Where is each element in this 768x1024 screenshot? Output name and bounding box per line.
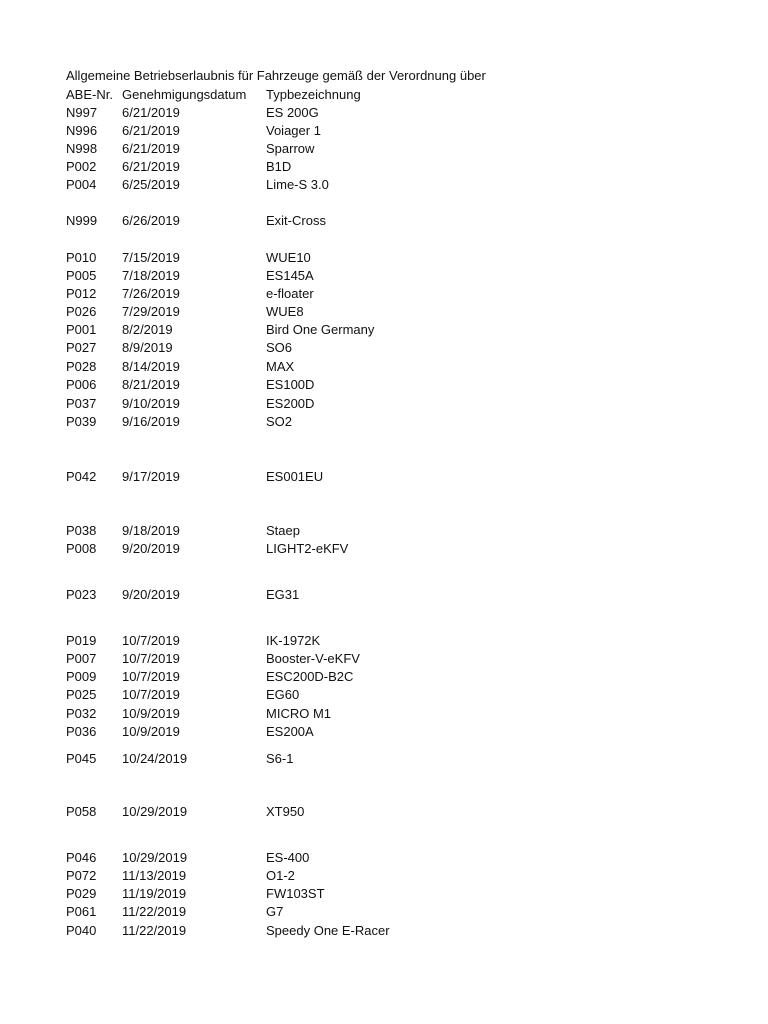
cell-typbezeichnung: S6-1: [266, 751, 294, 766]
cell-genehmigungsdatum: 9/18/2019: [122, 523, 180, 538]
cell-abe-nr: P007: [66, 651, 97, 666]
cell-abe-nr: P009: [66, 669, 97, 684]
cell-genehmigungsdatum: 10/9/2019: [122, 724, 180, 739]
table-row: [0, 321, 768, 339]
cell-typbezeichnung: ES200D: [266, 396, 315, 411]
cell-abe-nr: P029: [66, 886, 97, 901]
table-row: [0, 267, 768, 285]
cell-typbezeichnung: Voiager 1: [266, 123, 321, 138]
cell-abe-nr: P004: [66, 177, 97, 192]
table-row: [0, 212, 768, 230]
cell-abe-nr: P006: [66, 377, 97, 392]
table-row: [0, 522, 768, 540]
cell-abe-nr: N997: [66, 105, 98, 120]
cell-typbezeichnung: MICRO M1: [266, 706, 331, 721]
cell-abe-nr: P028: [66, 359, 97, 374]
table-row: [0, 867, 768, 885]
table-row: [0, 650, 768, 668]
cell-abe-nr: N996: [66, 123, 98, 138]
table-row: [0, 104, 768, 122]
header-abe-nr: ABE-Nr.: [66, 87, 113, 102]
table-row: [0, 922, 768, 940]
cell-genehmigungsdatum: 10/7/2019: [122, 687, 180, 702]
cell-typbezeichnung: G7: [266, 904, 284, 919]
cell-typbezeichnung: IK-1972K: [266, 633, 321, 648]
table-row: [0, 413, 768, 431]
cell-abe-nr: P042: [66, 469, 97, 484]
cell-genehmigungsdatum: 10/7/2019: [122, 651, 180, 666]
cell-abe-nr: P040: [66, 923, 97, 938]
cell-abe-nr: P027: [66, 340, 97, 355]
cell-abe-nr: P001: [66, 322, 97, 337]
table-row: [0, 849, 768, 867]
cell-genehmigungsdatum: 11/22/2019: [122, 923, 187, 938]
table-row: [0, 158, 768, 176]
table-row: [0, 468, 768, 486]
header-genehmigungsdatum: Genehmigungsdatum: [122, 87, 247, 102]
cell-abe-nr: N998: [66, 141, 98, 156]
table-row: [0, 723, 768, 741]
cell-typbezeichnung: ES200A: [266, 724, 314, 739]
table-row: [0, 303, 768, 321]
cell-abe-nr: P005: [66, 268, 97, 283]
cell-genehmigungsdatum: 10/29/2019: [122, 804, 188, 819]
cell-genehmigungsdatum: 6/21/2019: [122, 123, 180, 138]
cell-abe-nr: P025: [66, 687, 97, 702]
cell-typbezeichnung: WUE8: [266, 304, 304, 319]
cell-genehmigungsdatum: 7/26/2019: [122, 286, 180, 301]
cell-typbezeichnung: ES100D: [266, 377, 315, 392]
cell-typbezeichnung: O1-2: [266, 868, 295, 883]
cell-abe-nr: P010: [66, 250, 97, 265]
cell-typbezeichnung: EG31: [266, 587, 300, 602]
cell-abe-nr: P046: [66, 850, 97, 865]
cell-typbezeichnung: ES 200G: [266, 105, 319, 120]
table-row: [0, 632, 768, 650]
cell-genehmigungsdatum: 8/21/2019: [122, 377, 180, 392]
cell-abe-nr: P012: [66, 286, 97, 301]
cell-abe-nr: P023: [66, 587, 97, 602]
table-row: [0, 903, 768, 921]
table-row: [0, 540, 768, 558]
cell-abe-nr: P072: [66, 868, 97, 883]
table-row: [0, 285, 768, 303]
cell-genehmigungsdatum: 9/20/2019: [122, 587, 180, 602]
table-row: [0, 376, 768, 394]
header-typbezeichnung: Typbezeichnung: [266, 87, 361, 102]
table-row: [0, 140, 768, 158]
cell-abe-nr: P008: [66, 541, 97, 556]
cell-typbezeichnung: SO2: [266, 414, 293, 429]
cell-typbezeichnung: Exit-Cross: [266, 213, 326, 228]
cell-abe-nr: P019: [66, 633, 97, 648]
cell-typbezeichnung: Speedy One E-Racer: [266, 923, 390, 938]
page-title: Allgemeine Betriebserlaubnis für Fahrzeuge gemäß der Verordnung über: [66, 68, 486, 83]
cell-typbezeichnung: Sparrow: [266, 141, 315, 156]
cell-genehmigungsdatum: 6/25/2019: [122, 177, 180, 192]
cell-genehmigungsdatum: 6/21/2019: [122, 141, 180, 156]
cell-typbezeichnung: WUE10: [266, 250, 311, 265]
cell-genehmigungsdatum: 6/21/2019: [122, 159, 180, 174]
table-row: [0, 586, 768, 604]
cell-typbezeichnung: ES001EU: [266, 469, 324, 484]
cell-genehmigungsdatum: 9/10/2019: [122, 396, 180, 411]
cell-typbezeichnung: FW103ST: [266, 886, 325, 901]
cell-typbezeichnung: LIGHT2-eKFV: [266, 541, 349, 556]
cell-genehmigungsdatum: 10/7/2019: [122, 633, 180, 648]
cell-genehmigungsdatum: 6/21/2019: [122, 105, 180, 120]
table-row: [0, 176, 768, 194]
table-header: [0, 86, 768, 104]
cell-typbezeichnung: Lime-S 3.0: [266, 177, 329, 192]
table-row: [0, 122, 768, 140]
cell-typbezeichnung: e-floater: [266, 286, 314, 301]
cell-genehmigungsdatum: 8/9/2019: [122, 340, 173, 355]
cell-genehmigungsdatum: 9/16/2019: [122, 414, 180, 429]
cell-abe-nr: P061: [66, 904, 97, 919]
table-row: [0, 339, 768, 357]
cell-typbezeichnung: Bird One Germany: [266, 322, 375, 337]
cell-genehmigungsdatum: 11/19/2019: [122, 886, 187, 901]
cell-abe-nr: P002: [66, 159, 97, 174]
cell-genehmigungsdatum: 11/13/2019: [122, 868, 187, 883]
table-row: [0, 705, 768, 723]
cell-typbezeichnung: ES145A: [266, 268, 314, 283]
cell-abe-nr: P038: [66, 523, 97, 538]
table-row: [0, 686, 768, 704]
cell-genehmigungsdatum: 10/7/2019: [122, 669, 180, 684]
cell-genehmigungsdatum: 7/18/2019: [122, 268, 180, 283]
cell-typbezeichnung: ES-400: [266, 850, 310, 865]
cell-typbezeichnung: SO6: [266, 340, 293, 355]
cell-genehmigungsdatum: 9/17/2019: [122, 469, 180, 484]
cell-abe-nr: P058: [66, 804, 97, 819]
cell-typbezeichnung: Booster-V-eKFV: [266, 651, 360, 666]
cell-genehmigungsdatum: 10/9/2019: [122, 706, 180, 721]
cell-abe-nr: P036: [66, 724, 97, 739]
table-row: [0, 885, 768, 903]
cell-genehmigungsdatum: 7/15/2019: [122, 250, 180, 265]
cell-genehmigungsdatum: 8/2/2019: [122, 322, 173, 337]
cell-genehmigungsdatum: 6/26/2019: [122, 213, 180, 228]
cell-genehmigungsdatum: 8/14/2019: [122, 359, 180, 374]
cell-genehmigungsdatum: 11/22/2019: [122, 904, 187, 919]
table-row: [0, 668, 768, 686]
table-row: [0, 395, 768, 413]
cell-abe-nr: P037: [66, 396, 97, 411]
table-row: [0, 249, 768, 267]
cell-typbezeichnung: Staep: [266, 523, 300, 538]
cell-genehmigungsdatum: 10/24/2019: [122, 751, 188, 766]
cell-genehmigungsdatum: 10/29/2019: [122, 850, 188, 865]
cell-typbezeichnung: ESC200D-B2C: [266, 669, 354, 684]
cell-typbezeichnung: XT950: [266, 804, 305, 819]
cell-abe-nr: N999: [66, 213, 98, 228]
cell-genehmigungsdatum: 9/20/2019: [122, 541, 180, 556]
cell-abe-nr: P032: [66, 706, 97, 721]
cell-abe-nr: P026: [66, 304, 97, 319]
cell-typbezeichnung: MAX: [266, 359, 295, 374]
table-row: [0, 750, 768, 768]
cell-abe-nr: P039: [66, 414, 97, 429]
cell-typbezeichnung: EG60: [266, 687, 300, 702]
table-row: [0, 358, 768, 376]
table-row: [0, 803, 768, 821]
cell-typbezeichnung: B1D: [266, 159, 292, 174]
cell-genehmigungsdatum: 7/29/2019: [122, 304, 180, 319]
cell-abe-nr: P045: [66, 751, 97, 766]
